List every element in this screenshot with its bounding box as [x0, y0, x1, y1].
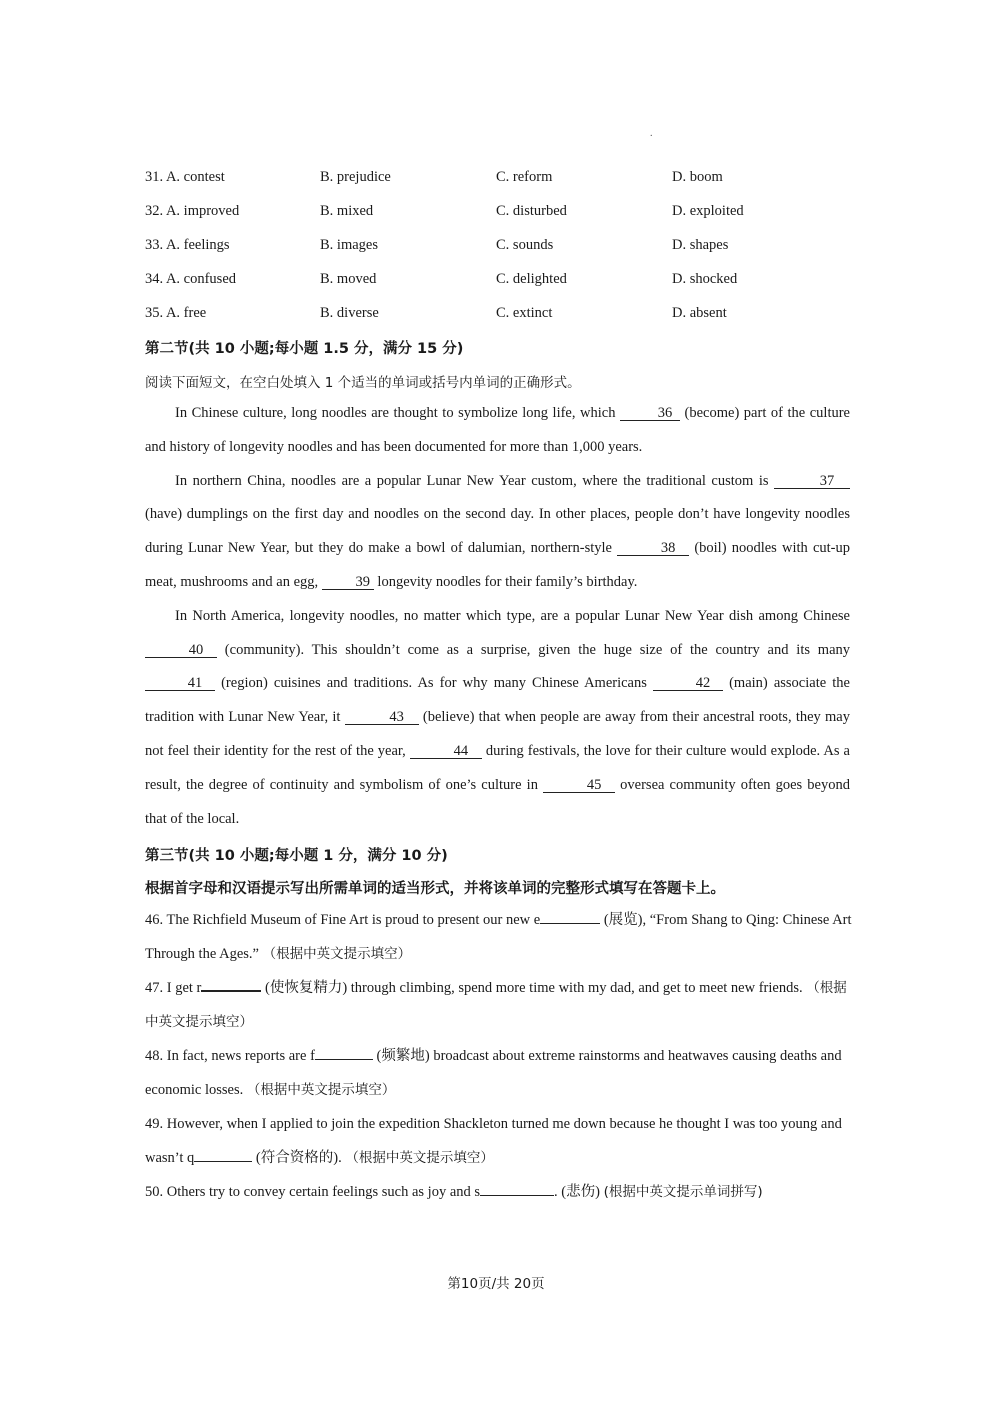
option-b: B. diverse	[320, 305, 379, 321]
option-a: 35. A. free	[145, 305, 207, 321]
answer-line	[194, 1147, 252, 1162]
cloze-passage	[145, 397, 850, 836]
blank-39: 39	[322, 575, 374, 590]
blank-44: 44	[410, 744, 482, 759]
section3-title: 第三节(共 10 小题;每小题 1 分，满分 10 分)	[145, 848, 448, 864]
section3-instruction: 根据首字母和汉语提示写出所需单词的适当形式，并将该单词的完整形式填写在答题卡上。	[145, 881, 725, 897]
option-b: B. moved	[320, 271, 377, 287]
blank-37: 37	[774, 474, 850, 489]
option-c: C. reform	[496, 169, 553, 185]
question-46: 46. The Richfield Museum of Fine Art is proud to present our new e (展览), “From Shang to Qing: Chinese Art Through the Ages.” （根据中英文提示填空）	[145, 904, 855, 972]
option-d: D. absent	[672, 305, 727, 321]
blank-41: 41	[145, 676, 215, 691]
option-b: B. images	[320, 237, 378, 253]
mc-options	[145, 166, 845, 336]
question-50: 50. Others try to convey certain feelings such as joy and s . (悲伤) (根据中英文提示单词拼写)	[145, 1176, 855, 1210]
option-a: 31. A. contest	[145, 169, 225, 185]
option-a: 34. A. confused	[145, 271, 237, 287]
paragraph-2: In northern China, noodles are a popular Lunar New Year custom, where the traditional custom is 37 (have) dumplings on the first day and noodles on the second day. In other places, people don’t have longevity noodles during Lunar New Year, but they do make a bowl of dalumian, northern-style 38 (boil) noodles with cut-up meat, mushrooms and an egg, 39 longevity noodles for their family’s birthday.	[145, 472, 850, 590]
answer-line	[201, 976, 261, 992]
mc-row	[145, 200, 845, 234]
option-c: C. sounds	[496, 237, 554, 253]
option-a: 32. A. improved	[145, 203, 240, 219]
blank-42: 42	[653, 676, 723, 691]
option-c: C. extinct	[496, 305, 553, 321]
section2-title: 第二节(共 10 小题;每小题 1.5 分，满分 15 分)	[145, 341, 464, 357]
option-c: C. disturbed	[496, 203, 567, 219]
blank-45: 45	[543, 778, 615, 793]
mc-row	[145, 302, 845, 336]
option-b: B. mixed	[320, 203, 374, 219]
question-48: 48. In fact, news reports are f (频繁地) broadcast about extreme rainstorms and heatwaves causing deaths and economic losses. （根据中英文提示填空）	[145, 1040, 855, 1108]
question-49: 49. However, when I applied to join the expedition Shackleton turned me down because he thought I was too young and wasn’t q (符合资格的). （根据中英文提示填空）	[145, 1116, 842, 1166]
blank-38: 38	[617, 541, 689, 556]
option-d: D. shapes	[672, 237, 729, 253]
stray-dot: .	[650, 128, 653, 139]
mc-row	[145, 234, 845, 268]
option-c: C. delighted	[496, 271, 567, 287]
answer-line	[480, 1181, 554, 1196]
answer-line	[315, 1045, 373, 1060]
blank-36: 36	[620, 406, 680, 421]
answer-line	[540, 909, 600, 924]
option-b: B. prejudice	[320, 169, 391, 185]
option-d: D. boom	[672, 169, 723, 185]
blank-40: 40	[145, 643, 217, 658]
section2-instruction: 阅读下面短文，在空白处填入 1 个适当的单词或括号内单词的正确形式。	[145, 375, 581, 391]
paragraph-3: In North America, longevity noodles, no matter which type, are a popular Lunar New Year dish among Chinese 40 (community). This shouldn’t come as a surprise, given the huge size of the country and its many 41 (region) cuisines and traditions. As for why many Chinese Americans 42 (main) associate the tradition with Lunar New Year, it 43 (believe) that when people are away from their ancestral roots, they may not feel their identity for the rest of the year, 44 during festivals, the love for their culture would explode. As a result, the degree of continuity and symbolism of one’s culture in 45 oversea community often goes beyond that of the local.	[145, 607, 850, 827]
option-a: 33. A. feelings	[145, 237, 230, 253]
paragraph-1: In Chinese culture, long noodles are thought to symbolize long life, which 36 (become) part of the culture and history of longevity noodles and has been documented for more than 1,000 years.	[145, 405, 850, 455]
page-footer: 第10页/共 20页	[447, 1276, 545, 1292]
blank-43: 43	[345, 710, 419, 725]
mc-row	[145, 268, 845, 302]
option-d: D. shocked	[672, 271, 738, 287]
option-d: D. exploited	[672, 203, 744, 219]
question-47: 47. I get r (使恢复精力) through climbing, spend more time with my dad, and get to meet new friends. （根据中英文提示填空）	[145, 972, 855, 1040]
mc-row	[145, 166, 845, 200]
